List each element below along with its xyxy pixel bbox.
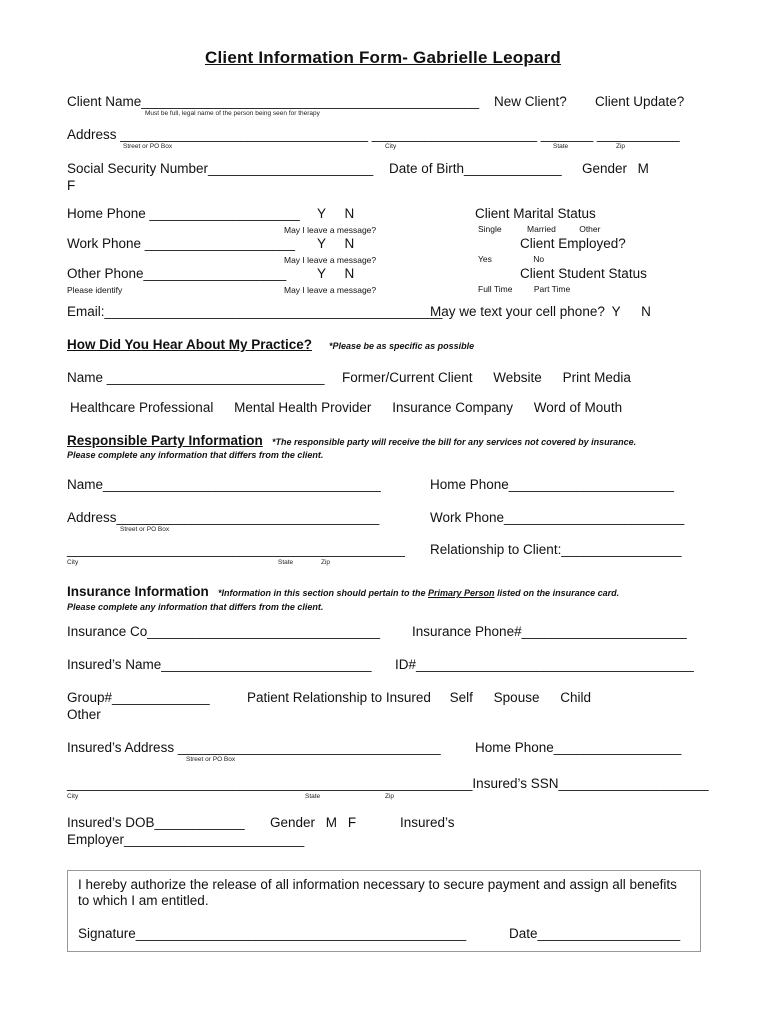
website-label: Website <box>493 370 542 385</box>
hear-note: *Please be as specific as possible <box>329 341 475 351</box>
state-note: State <box>278 559 294 566</box>
other-phone-field[interactable]: Other Phone___________________ <box>67 266 287 281</box>
client-update-label: Client Update? <box>595 94 685 109</box>
employer-field[interactable]: Employer________________________ <box>67 832 305 847</box>
insured-employer-label: Insured’s <box>400 815 455 830</box>
city-note: City <box>67 559 79 566</box>
leave-message-note: May I leave a message? <box>284 225 377 235</box>
employed-options <box>475 254 544 264</box>
insurance-note <box>218 588 619 598</box>
marital-options <box>475 224 600 234</box>
gender-group <box>582 161 670 176</box>
insurance-note2: Please complete any information that differs from the client. <box>67 602 324 612</box>
gender-m: M <box>637 161 649 176</box>
student-options <box>475 284 570 294</box>
spouse-label: Spouse <box>493 690 540 705</box>
street-note: Street or PO Box <box>120 526 170 533</box>
insured-home-phone-field[interactable]: Home Phone_________________ <box>475 740 682 755</box>
yes-option-label: Yes <box>478 254 492 264</box>
responsible-heading: Responsible Party Information <box>67 433 263 448</box>
gender-m: M <box>325 815 338 830</box>
gender-label: Gender <box>270 815 316 830</box>
responsible-work-phone-field[interactable]: Work Phone________________________ <box>430 510 685 525</box>
insured-city-ssn-field[interactable]: ______________________________________________________Insured’s SSN____________________ <box>67 776 709 791</box>
text-permission <box>430 304 651 319</box>
gender-f: F <box>67 178 76 193</box>
no-label: N <box>344 266 355 281</box>
responsible-address-field[interactable]: Address___________________________________ <box>67 510 380 525</box>
married-label: Married <box>527 224 556 234</box>
no-label: N <box>641 304 651 319</box>
client-address-field[interactable]: Address _________________________________ ______________________ _______ ___________ <box>67 127 680 142</box>
mental-health-label: Mental Health Provider <box>234 400 372 415</box>
street-note: Street or PO Box <box>186 756 236 763</box>
work-phone-field[interactable]: Work Phone ____________________ <box>67 236 295 251</box>
no-option-label: No <box>533 254 545 264</box>
marital-status-label: Client Marital Status <box>475 206 596 221</box>
page-title: Client Information Form- Gabrielle Leopard <box>205 48 561 67</box>
insurance-id-field[interactable]: ID#_____________________________________ <box>395 657 694 672</box>
responsible-city-field[interactable]: _____________________________________________ <box>67 542 405 557</box>
state-note: State <box>553 143 569 150</box>
referral-options-row1 <box>339 370 631 385</box>
insurance-phone-field[interactable]: Insurance Phone#______________________ <box>412 624 687 639</box>
referral-name-field[interactable]: Name _____________________________ <box>67 370 325 385</box>
child-label: Child <box>560 690 591 705</box>
other-relationship-label: Other <box>67 707 101 722</box>
responsible-name-field[interactable]: Name_____________________________________ <box>67 477 381 492</box>
full-time-label: Full Time <box>478 284 513 294</box>
insurance-note-post: listed on the insurance card. <box>494 588 620 598</box>
no-label: N <box>344 206 355 221</box>
date-field[interactable]: Date___________________ <box>509 926 681 941</box>
insured-address-field[interactable]: Insured’s Address ___________________________________ <box>67 740 441 755</box>
word-of-mouth-label: Word of Mouth <box>533 400 623 415</box>
group-field[interactable]: Group#_____________ <box>67 690 210 705</box>
responsible-home-phone-field[interactable]: Home Phone______________________ <box>430 477 674 492</box>
authorization-text-line1: I hereby authorize the release of all information necessary to secure payment and assign all benefits <box>78 877 677 892</box>
zip-note: Zip <box>385 793 395 800</box>
former-client-label: Former/Current Client <box>342 370 473 385</box>
student-status-label: Client Student Status <box>520 266 647 281</box>
self-label: Self <box>449 690 473 705</box>
street-note: Street or PO Box <box>123 143 173 150</box>
other-phone-message-options <box>314 266 354 281</box>
insurance-note-pre: *Information in this section should pertain to the <box>218 588 429 598</box>
dob-field[interactable]: Date of Birth_____________ <box>389 161 562 176</box>
responsible-note: *The responsible party will receive the bill for any services not covered by insurance. <box>272 437 637 447</box>
please-identify-note: Please identify <box>67 285 123 295</box>
part-time-label: Part Time <box>533 284 571 294</box>
authorization-text-line2: to which I am entitled. <box>78 893 209 908</box>
patient-relationship-group <box>247 690 612 705</box>
yes-label: Y <box>317 236 326 251</box>
insured-gender-group <box>270 815 356 830</box>
state-note: State <box>305 793 321 800</box>
insurance-heading: Insurance Information <box>67 584 209 599</box>
city-note: City <box>67 793 79 800</box>
employed-label: Client Employed? <box>520 236 626 251</box>
insurance-company-field[interactable]: Insurance Co_______________________________ <box>67 624 381 639</box>
authorization-box <box>67 870 701 952</box>
insurance-note-primary: Primary Person <box>428 588 495 598</box>
client-name-note: Must be full, legal name of the person being seen for therapy <box>145 110 320 117</box>
ssn-field[interactable]: Social Security Number______________________ <box>67 161 374 176</box>
hear-heading: How Did You Hear About My Practice? <box>67 337 313 352</box>
new-client-label: New Client? <box>494 94 567 109</box>
single-label: Single <box>478 224 502 234</box>
leave-message-note: May I leave a message? <box>284 255 377 265</box>
gender-label: Gender <box>582 161 628 176</box>
insured-dob-field[interactable]: Insured’s DOB____________ <box>67 815 245 830</box>
other-label: Other <box>579 224 601 234</box>
relationship-field[interactable]: Relationship to Client:________________ <box>430 542 682 557</box>
no-label: N <box>344 236 355 251</box>
gender-f: F <box>347 815 357 830</box>
client-update-option[interactable] <box>595 94 691 109</box>
referral-options-row2 <box>67 400 622 415</box>
zip-note: Zip <box>616 143 626 150</box>
yes-label: Y <box>317 266 326 281</box>
city-note: City <box>385 143 397 150</box>
responsible-note2: Please complete any information that differs from the client. <box>67 450 324 460</box>
zip-note: Zip <box>321 559 331 566</box>
patient-relationship-label: Patient Relationship to Insured <box>247 690 431 705</box>
healthcare-label: Healthcare Professional <box>70 400 214 415</box>
text-question: May we text your cell phone? <box>430 304 605 319</box>
yes-label: Y <box>317 206 326 221</box>
work-phone-message-options <box>314 236 354 251</box>
insured-name-field[interactable]: Insured’s Name____________________________ <box>67 657 372 672</box>
client-name-field[interactable]: Client Name_____________________________________________ <box>67 94 480 109</box>
home-phone-field[interactable]: Home Phone ____________________ <box>67 206 300 221</box>
signature-field[interactable]: Signature____________________________________________ <box>78 926 467 941</box>
new-client-option[interactable] <box>494 94 574 109</box>
home-phone-message-options <box>314 206 354 221</box>
yes-label: Y <box>611 304 621 319</box>
email-field[interactable]: Email:_____________________________________________ <box>67 304 443 319</box>
insurance-company-label: Insurance Company <box>392 400 514 415</box>
print-media-label: Print Media <box>562 370 631 385</box>
leave-message-note: May I leave a message? <box>284 285 377 295</box>
